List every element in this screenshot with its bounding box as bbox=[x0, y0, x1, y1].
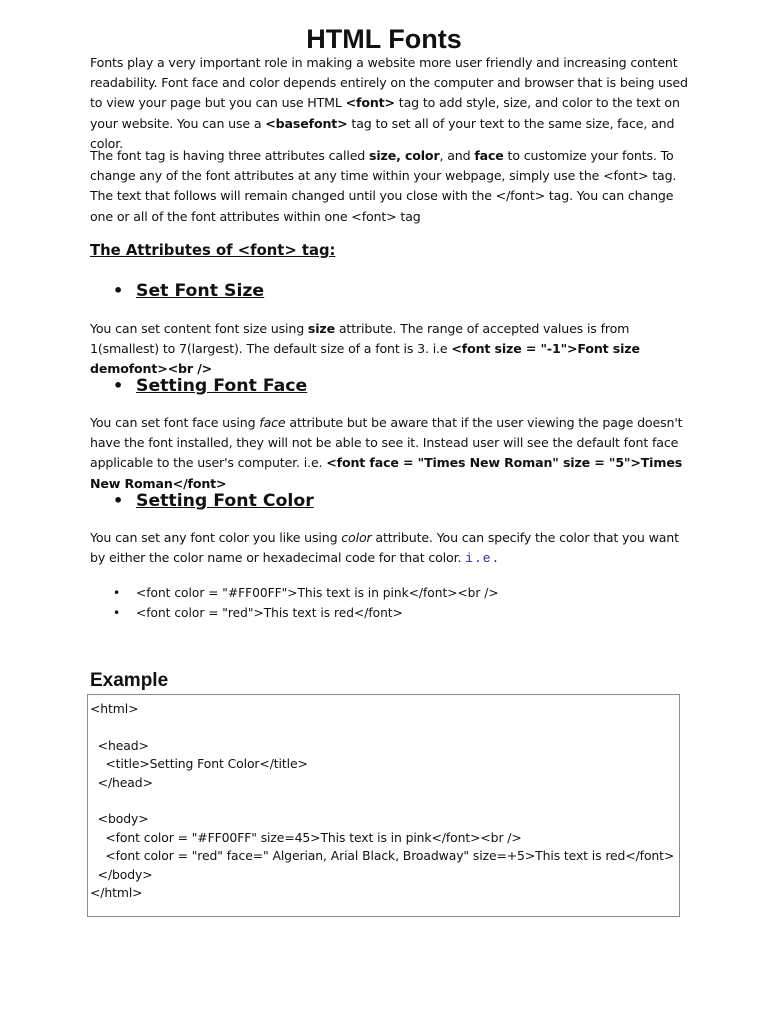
face-text-2: attribute but be aware that if the user viewing the page doesn't have the font installed, they will not be able to see it. Instead user will see the default font face applicable to the user's computer. i.e. bbox=[90, 415, 683, 471]
attributes-text-1: The font tag is having three attributes called bbox=[90, 148, 369, 163]
color-text-1: You can set any font color you like using bbox=[90, 530, 342, 545]
list-item bbox=[110, 583, 670, 603]
color-heading-text: Setting Font Color bbox=[136, 491, 314, 511]
size-text-1: You can set content font size using bbox=[90, 321, 308, 336]
face-heading-text: Setting Font Face bbox=[136, 376, 308, 396]
face-italic-attr: face bbox=[259, 415, 286, 430]
color-mono-ie: i.e. bbox=[465, 551, 501, 567]
code-line: <html> bbox=[90, 701, 139, 716]
size-bold-attr: size bbox=[307, 321, 336, 336]
face-text-1: You can set font face using bbox=[90, 415, 260, 430]
size-text-2: attribute. The range of accepted values is from 1(smallest) to 7(largest). The default size of a font is 3. i.e bbox=[90, 321, 630, 357]
list-item bbox=[110, 603, 670, 623]
color-examples-list bbox=[110, 583, 670, 623]
color-italic-attr: color bbox=[341, 530, 372, 545]
bullet-icon: • bbox=[113, 606, 121, 620]
face-bold-example: <font face = "Times New Roman" size = "5">Times New Roman</font> bbox=[90, 455, 683, 491]
list-item-text: <font color = "#FF00FF">This text is in pink</font><br /> bbox=[136, 586, 499, 600]
attributes-bold-face: face bbox=[474, 148, 504, 163]
code-line bbox=[90, 718, 677, 736]
code-line: <head> bbox=[90, 737, 149, 753]
page-title: HTML Fonts bbox=[306, 24, 462, 54]
attributes-heading: The Attributes of <font> tag: bbox=[90, 242, 336, 259]
intro-text-2: tag to add style, size, and color to the text on your website. You can use a bbox=[90, 95, 680, 131]
bullet-icon: • bbox=[113, 376, 124, 395]
color-text-2: attribute. You can specify the color that you want by either the color name or hexadecimal code for that color. bbox=[90, 530, 679, 566]
code-line: <title>Setting Font Color</title> bbox=[90, 756, 308, 772]
attributes-paragraph bbox=[90, 146, 690, 227]
intro-text-1: Fonts play a very important role in making a website more user friendly and increasing content readability. Font face and color depends entirely on the computer and browser that is being used to view your page but you can use HTML bbox=[90, 55, 688, 111]
code-line bbox=[90, 792, 677, 810]
intro-text-3: tag to set all of your text to the same size, face, and color. bbox=[90, 115, 675, 151]
attributes-text-3: to customize your fonts. To change any of the font attributes at any time within your webpage, simply use the <font> tag. The text that follows will remain changed until you close with the </font> tag. You can change one or all of the font attributes within one <font> tag bbox=[90, 148, 677, 224]
color-paragraph bbox=[90, 528, 690, 569]
intro-bold-font-tag: <font> bbox=[345, 95, 395, 111]
size-bold-example: <font size = "-1">Font size demofont><br /> bbox=[90, 341, 640, 377]
bullet-icon: • bbox=[113, 491, 124, 510]
code-line: <body> bbox=[90, 811, 149, 827]
face-paragraph bbox=[90, 413, 690, 494]
attributes-text-2: , and bbox=[439, 148, 475, 163]
size-heading-text: Set Font Size bbox=[136, 281, 265, 301]
code-line: <font color = "#FF00FF" size=45>This text is in pink</font><br /> bbox=[90, 829, 522, 845]
intro-bold-basefont-tag: <basefont> bbox=[265, 115, 348, 131]
code-example-box bbox=[87, 694, 680, 917]
code-line: </head> bbox=[90, 774, 153, 790]
bullet-icon: • bbox=[113, 281, 124, 300]
bullet-icon: • bbox=[113, 586, 121, 600]
code-line: </html> bbox=[90, 884, 143, 900]
code-line: </body> bbox=[90, 866, 153, 882]
code-line: <font color = "red" face=" Algerian, Arial Black, Broadway" size=+5>This text is red</font> bbox=[90, 848, 675, 864]
list-item-text: <font color = "red">This text is red</font> bbox=[136, 606, 403, 620]
intro-paragraph bbox=[90, 53, 690, 154]
example-heading: Example bbox=[90, 670, 169, 691]
attributes-bold-size-color: size, color bbox=[369, 148, 440, 163]
size-paragraph bbox=[90, 319, 690, 380]
